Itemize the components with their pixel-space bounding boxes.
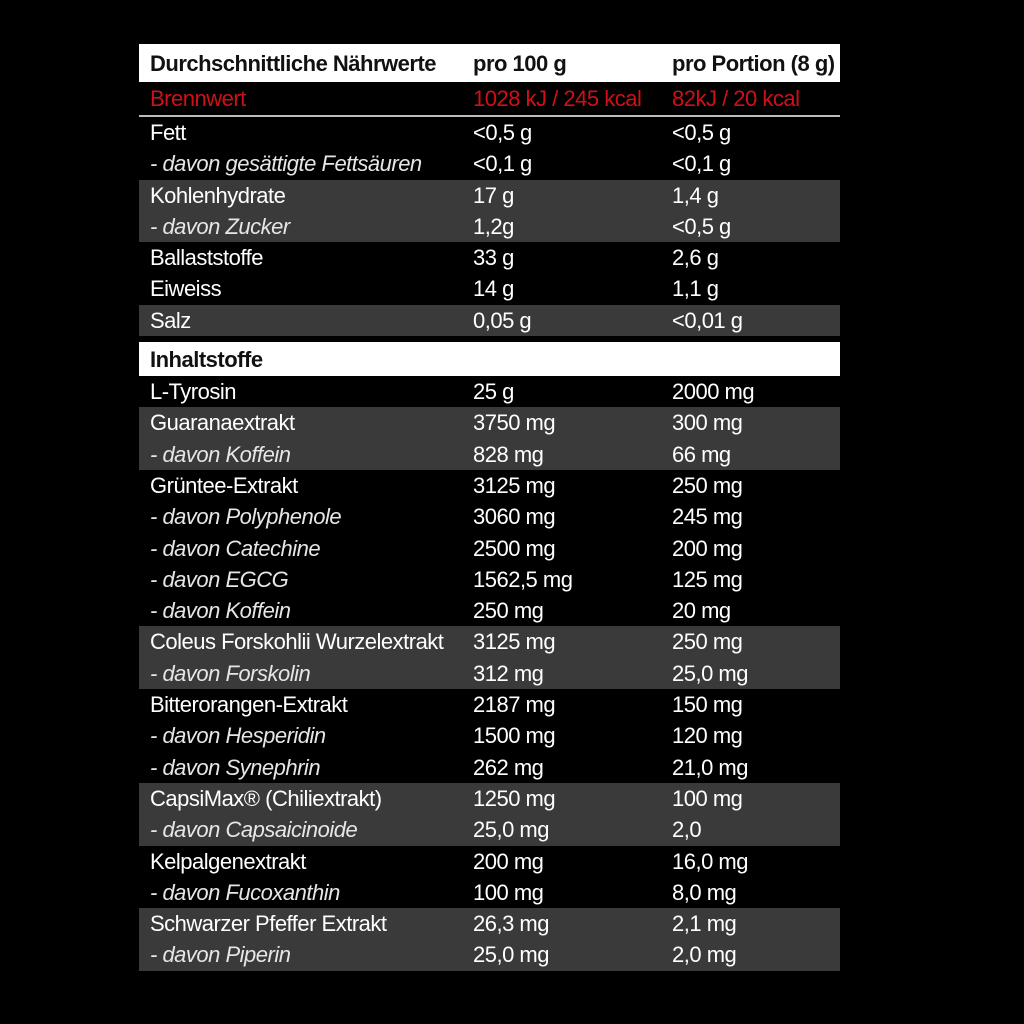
ingredient-row: [139, 501, 840, 532]
row-label: - davon Koffein: [150, 598, 291, 624]
row-label: - davon Koffein: [150, 441, 291, 467]
row-per-100g: 3060 mg: [473, 504, 556, 530]
row-per-portion: <0,1 g: [672, 151, 731, 177]
row-per-portion: 21,0 mg: [672, 754, 748, 780]
row-per-portion: <0,5 g: [672, 213, 731, 239]
row-label: Eiweiss: [150, 276, 222, 302]
row-per-100g: 312 mg: [473, 660, 544, 686]
ingredient-row: [139, 376, 840, 407]
ingredient-row: [139, 439, 840, 470]
ingredient-rows: [139, 376, 840, 971]
row-per-100g: 1,2g: [473, 213, 514, 239]
row-per-100g: 33 g: [473, 245, 514, 271]
row-per-portion: 1,4 g: [672, 182, 719, 208]
row-label: Ballaststoffe: [150, 245, 263, 271]
row-per-100g: 828 mg: [473, 441, 544, 467]
row-per-100g: 0,05 g: [473, 307, 532, 333]
row-label: Salz: [150, 307, 191, 333]
ingredient-row: [139, 595, 840, 626]
row-per-portion: 25,0 mg: [672, 660, 748, 686]
row-label: Kohlenhydrate: [150, 182, 286, 208]
row-per-100g: 262 mg: [473, 754, 544, 780]
ingredient-row: [139, 814, 840, 845]
ingredients-header-row: [139, 342, 840, 376]
ingredient-row: [139, 877, 840, 908]
row-per-100g: 1562,5 mg: [473, 566, 573, 592]
nutrition-header-label: Durchschnittliche Nährwerte: [150, 51, 437, 76]
row-label: Bitterorangen-Extrakt: [150, 692, 348, 718]
row-label: - davon Piperin: [150, 942, 291, 968]
row-label: - davon Zucker: [150, 213, 290, 239]
row-per-portion: 20 mg: [672, 598, 731, 624]
row-per-100g: 2500 mg: [473, 535, 556, 561]
row-label: - davon gesättigte Fettsäuren: [150, 151, 422, 177]
row-label: Guaranaextrakt: [150, 410, 295, 436]
ingredient-row: [139, 407, 840, 438]
row-label: - davon Polyphenole: [150, 504, 342, 530]
ingredients-header-label: Inhaltstoffe: [150, 347, 263, 373]
row-label: - davon Catechine: [150, 535, 321, 561]
row-per-portion: 150 mg: [672, 692, 743, 718]
ingredient-row: [139, 689, 840, 720]
row-per-portion: 8,0 mg: [672, 879, 737, 905]
row-label: - davon EGCG: [150, 566, 289, 592]
nutrition-row: [139, 273, 840, 304]
row-per-portion: 2,6 g: [672, 245, 719, 271]
energy-per-portion: 82kJ / 20 kcal: [672, 86, 800, 111]
row-per-100g: 3125 mg: [473, 472, 556, 498]
row-per-100g: 250 mg: [473, 598, 544, 624]
ingredient-row: [139, 533, 840, 564]
row-per-100g: 3125 mg: [473, 629, 556, 655]
energy-per-100g: 1028 kJ / 245 kcal: [473, 86, 642, 111]
row-per-100g: 25,0 mg: [473, 942, 549, 968]
row-label: Grüntee-Extrakt: [150, 472, 298, 498]
row-per-100g: 1500 mg: [473, 723, 556, 749]
row-per-portion: <0,01 g: [672, 307, 743, 333]
row-label: Fett: [150, 120, 186, 145]
row-per-portion: <0,5 g: [672, 120, 731, 145]
row-per-100g: 100 mg: [473, 879, 544, 905]
row-per-portion: 120 mg: [672, 723, 743, 749]
row-per-portion: 300 mg: [672, 410, 743, 436]
row-label: Schwarzer Pfeffer Extrakt: [150, 911, 387, 937]
ingredient-row: [139, 564, 840, 595]
nutrition-rows: [139, 117, 840, 336]
row-per-portion: 250 mg: [672, 629, 743, 655]
row-per-portion: 200 mg: [672, 535, 743, 561]
row-per-100g: 200 mg: [473, 848, 544, 874]
nutrition-row: [139, 242, 840, 273]
row-per-portion: 2000 mg: [672, 379, 755, 405]
per-100g-header: pro 100 g: [473, 51, 567, 76]
nutrition-row: [139, 148, 840, 179]
row-label: CapsiMax® (Chiliextrakt): [150, 785, 382, 811]
row-per-100g: 17 g: [473, 182, 514, 208]
nutrition-row: [139, 117, 840, 148]
nutrition-row: [139, 211, 840, 242]
row-per-portion: 16,0 mg: [672, 848, 748, 874]
row-per-portion: 2,0: [672, 817, 702, 843]
nutrition-row: [139, 180, 840, 211]
row-per-100g: <0,5 g: [473, 120, 532, 145]
ingredient-row: [139, 783, 840, 814]
row-per-100g: 25,0 mg: [473, 817, 549, 843]
row-label: - davon Synephrin: [150, 754, 321, 780]
row-label: Kelpalgenextrakt: [150, 848, 306, 874]
row-per-100g: 3750 mg: [473, 410, 556, 436]
energy-label: Brennwert: [150, 86, 246, 111]
ingredient-row: [139, 752, 840, 783]
row-per-portion: 2,1 mg: [672, 911, 737, 937]
row-per-portion: 2,0 mg: [672, 942, 737, 968]
row-per-portion: 100 mg: [672, 785, 743, 811]
ingredient-row: [139, 939, 840, 970]
nutrition-facts-table: [139, 44, 840, 971]
row-label: Coleus Forskohlii Wurzelextrakt: [150, 629, 444, 655]
row-label: - davon Hesperidin: [150, 723, 326, 749]
row-per-portion: 1,1 g: [672, 276, 719, 302]
row-per-100g: 26,3 mg: [473, 911, 549, 937]
row-per-portion: 250 mg: [672, 472, 743, 498]
row-per-100g: 2187 mg: [473, 692, 556, 718]
row-label: - davon Fucoxanthin: [150, 879, 340, 905]
row-per-100g: 14 g: [473, 276, 514, 302]
ingredient-row: [139, 658, 840, 689]
energy-row: [139, 82, 840, 117]
ingredient-row: [139, 626, 840, 657]
row-per-100g: 1250 mg: [473, 785, 556, 811]
ingredient-row: [139, 908, 840, 939]
row-per-100g: <0,1 g: [473, 151, 532, 177]
nutrition-header-row: [139, 44, 840, 82]
row-label: - davon Capsaicinoide: [150, 817, 358, 843]
nutrition-row: [139, 305, 840, 336]
row-per-portion: 245 mg: [672, 504, 743, 530]
row-per-portion: 125 mg: [672, 566, 743, 592]
per-portion-header: pro Portion (8 g): [672, 51, 835, 76]
row-label: L-Tyrosin: [150, 379, 236, 405]
row-per-portion: 66 mg: [672, 441, 731, 467]
ingredient-row: [139, 846, 840, 877]
ingredient-row: [139, 720, 840, 751]
row-per-100g: 25 g: [473, 379, 514, 405]
row-label: - davon Forskolin: [150, 660, 311, 686]
ingredient-row: [139, 470, 840, 501]
